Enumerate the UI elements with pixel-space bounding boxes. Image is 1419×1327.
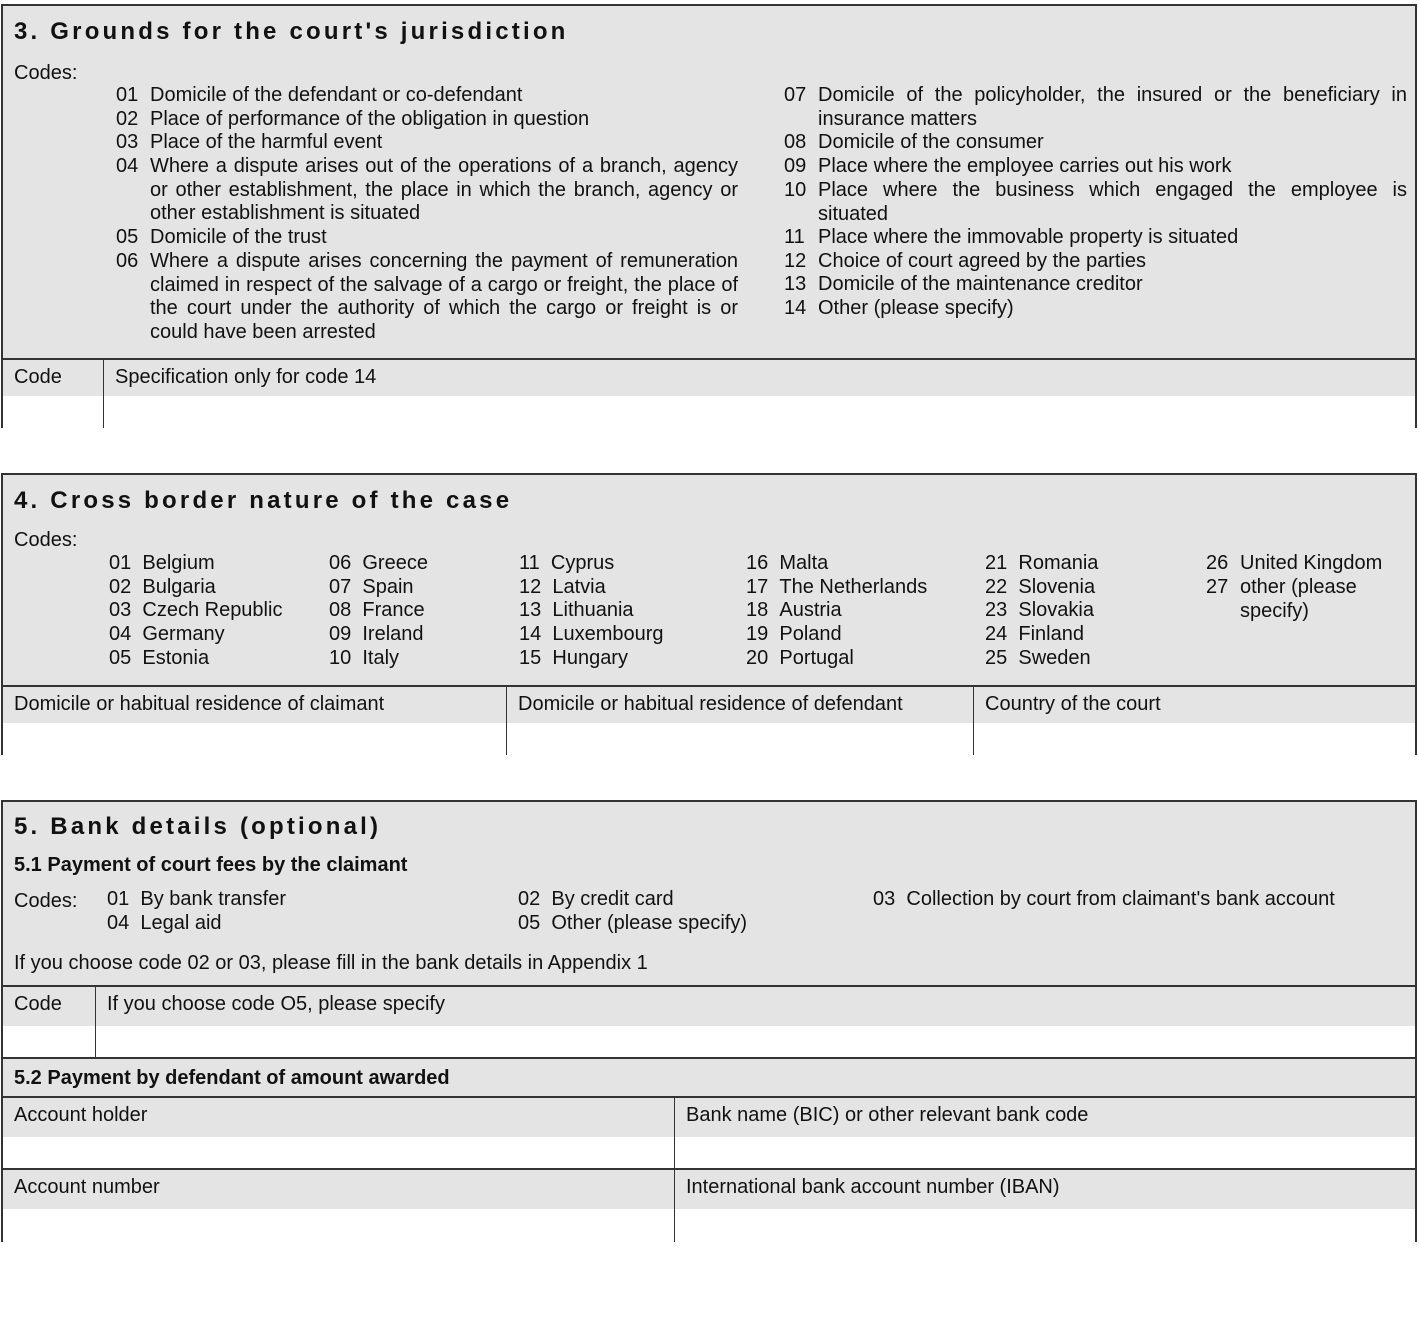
code-item: 04 Where a dispute arises out of the operations of a branch, agency or other establishment, the place in which the branch, agency or other establishment is situated	[116, 155, 738, 225]
iban-cell	[675, 1170, 1415, 1242]
payment-code-item: 02 By credit card	[518, 888, 674, 910]
jurisdiction-field-row	[3, 358, 1415, 428]
subsection-title: 5.1 Payment of court fees by the claimant	[14, 854, 408, 876]
account-holder-input[interactable]	[3, 1137, 674, 1170]
country-code-item: 05 Estonia	[109, 647, 210, 669]
code-item: 13 Domicile of the maintenance creditor	[784, 273, 1143, 295]
code-item: 08 Domicile of the consumer	[784, 131, 1044, 153]
subsection-5-2-header	[3, 1057, 1415, 1097]
country-code-item: 23 Slovakia	[985, 599, 1094, 621]
bank-name-input[interactable]	[675, 1137, 1415, 1170]
codes-label: Codes:	[14, 890, 78, 912]
country-code-item: 20 Portugal	[746, 647, 854, 669]
country-code-item: 03 Czech Republic	[109, 599, 283, 621]
account-holder-label: Account holder	[14, 1104, 148, 1126]
iban-input[interactable]	[675, 1209, 1415, 1242]
bank-name-cell	[675, 1098, 1415, 1170]
defendant-domicile-input[interactable]	[507, 723, 973, 755]
account-row-1	[3, 1096, 1415, 1170]
code-item: 12 Choice of court agreed by the parties	[784, 250, 1146, 272]
cross-border-field-row	[3, 685, 1415, 755]
section-title: 4. Cross border nature of the case	[14, 487, 513, 514]
specification-field-cell	[104, 360, 1415, 428]
other-spec-field-label: If you choose code O5, please specify	[107, 993, 445, 1015]
appendix-note: If you choose code 02 or 03, please fill in the bank details in Appendix 1	[14, 952, 648, 974]
code-field-input[interactable]	[3, 396, 103, 428]
codes-label: Codes:	[14, 529, 78, 551]
claimant-domicile-label: Domicile or habitual residence of claimant	[14, 693, 385, 715]
country-code-item: 18 Austria	[746, 599, 842, 621]
code-item: 11 Place where the immovable property is situated	[784, 226, 1239, 248]
claimant-domicile-cell	[3, 687, 506, 755]
section-title: 5. Bank details (optional)	[14, 813, 382, 840]
iban-label: International bank account number (IBAN)	[686, 1176, 1060, 1198]
subsection-title: 5.2 Payment by defendant of amount awarded	[14, 1067, 450, 1089]
country-code-item: 01 Belgium	[109, 552, 215, 574]
payment-code-item: 01 By bank transfer	[107, 888, 286, 910]
payment-code-item: 04 Legal aid	[107, 912, 222, 934]
code-item: 10 Place where the business which engaged the employee is situated	[784, 179, 1407, 225]
specification-field-input[interactable]	[104, 396, 1415, 428]
code-field-label: Code	[14, 993, 62, 1015]
country-code-item: 09 Ireland	[329, 623, 424, 645]
country-code-item: 04 Germany	[109, 623, 225, 645]
country-code-item: 11 Cyprus	[519, 552, 615, 574]
code-item: 01 Domicile of the defendant or co-defendant	[116, 84, 523, 106]
account-row-2	[3, 1168, 1415, 1242]
court-country-input[interactable]	[974, 723, 1415, 755]
country-code-item: 02 Bulgaria	[109, 576, 216, 598]
code-field-cell	[3, 987, 95, 1059]
country-code-item: 07 Spain	[329, 576, 414, 598]
country-code-item: 27 other (please specify)	[1206, 576, 1357, 622]
account-holder-cell	[3, 1098, 674, 1170]
country-code-item: 06 Greece	[329, 552, 428, 574]
code-field-cell	[3, 360, 103, 428]
country-code-item: 10 Italy	[329, 647, 400, 669]
claimant-domicile-input[interactable]	[3, 723, 506, 755]
codes-label: Codes:	[14, 62, 78, 84]
code-item: 02 Place of performance of the obligation in question	[116, 108, 590, 130]
code-item: 09 Place where the employee carries out his work	[784, 155, 1232, 177]
account-number-cell	[3, 1170, 674, 1242]
section-jurisdiction	[1, 4, 1417, 428]
other-spec-field-cell	[96, 987, 1415, 1059]
country-code-item: 13 Lithuania	[519, 599, 634, 621]
country-code-item: 21 Romania	[985, 552, 1099, 574]
section-cross-border	[1, 473, 1417, 755]
code-item: 03 Place of the harmful event	[116, 131, 383, 153]
country-code-item: 08 France	[329, 599, 425, 621]
country-code-item: 26 United Kingdom	[1206, 552, 1383, 574]
court-country-label: Country of the court	[985, 693, 1161, 715]
account-number-label: Account number	[14, 1176, 160, 1198]
other-spec-field-input[interactable]	[96, 1026, 1415, 1059]
code-item: 06 Where a dispute arises concerning the payment of remuneration claimed in respect of the salvage of a cargo or freight, the place of the court under the authority of which the cargo or freight is or could have been arrested	[116, 250, 738, 344]
payment-code-item: 05 Other (please specify)	[518, 912, 748, 934]
section-title: 3. Grounds for the court's jurisdiction	[14, 18, 569, 45]
code-field-label: Code	[14, 366, 62, 388]
specification-field-label: Specification only for code 14	[115, 366, 377, 388]
code-field-input[interactable]	[3, 1026, 95, 1059]
country-code-item: 16 Malta	[746, 552, 829, 574]
country-code-item: 12 Latvia	[519, 576, 606, 598]
defendant-domicile-cell	[507, 687, 973, 755]
defendant-domicile-label: Domicile or habitual residence of defendant	[518, 693, 903, 715]
payment-field-row	[3, 985, 1415, 1059]
code-item: 07 Domicile of the policyholder, the insured or the beneficiary in insurance matters	[784, 84, 1407, 130]
country-code-item: 19 Poland	[746, 623, 842, 645]
section-bank-details	[1, 800, 1417, 1242]
payment-code-item: 03 Collection by court from claimant's bank account	[873, 888, 1335, 910]
country-code-item: 15 Hungary	[519, 647, 628, 669]
country-code-item: 24 Finland	[985, 623, 1084, 645]
account-number-input[interactable]	[3, 1209, 674, 1242]
court-country-cell	[974, 687, 1415, 755]
country-code-item: 22 Slovenia	[985, 576, 1096, 598]
code-item: 14 Other (please specify)	[784, 297, 1014, 319]
code-item: 05 Domicile of the trust	[116, 226, 327, 248]
country-code-item: 17 The Netherlands	[746, 576, 928, 598]
country-code-item: 14 Luxembourg	[519, 623, 664, 645]
bank-name-label: Bank name (BIC) or other relevant bank code	[686, 1104, 1089, 1126]
country-code-item: 25 Sweden	[985, 647, 1091, 669]
